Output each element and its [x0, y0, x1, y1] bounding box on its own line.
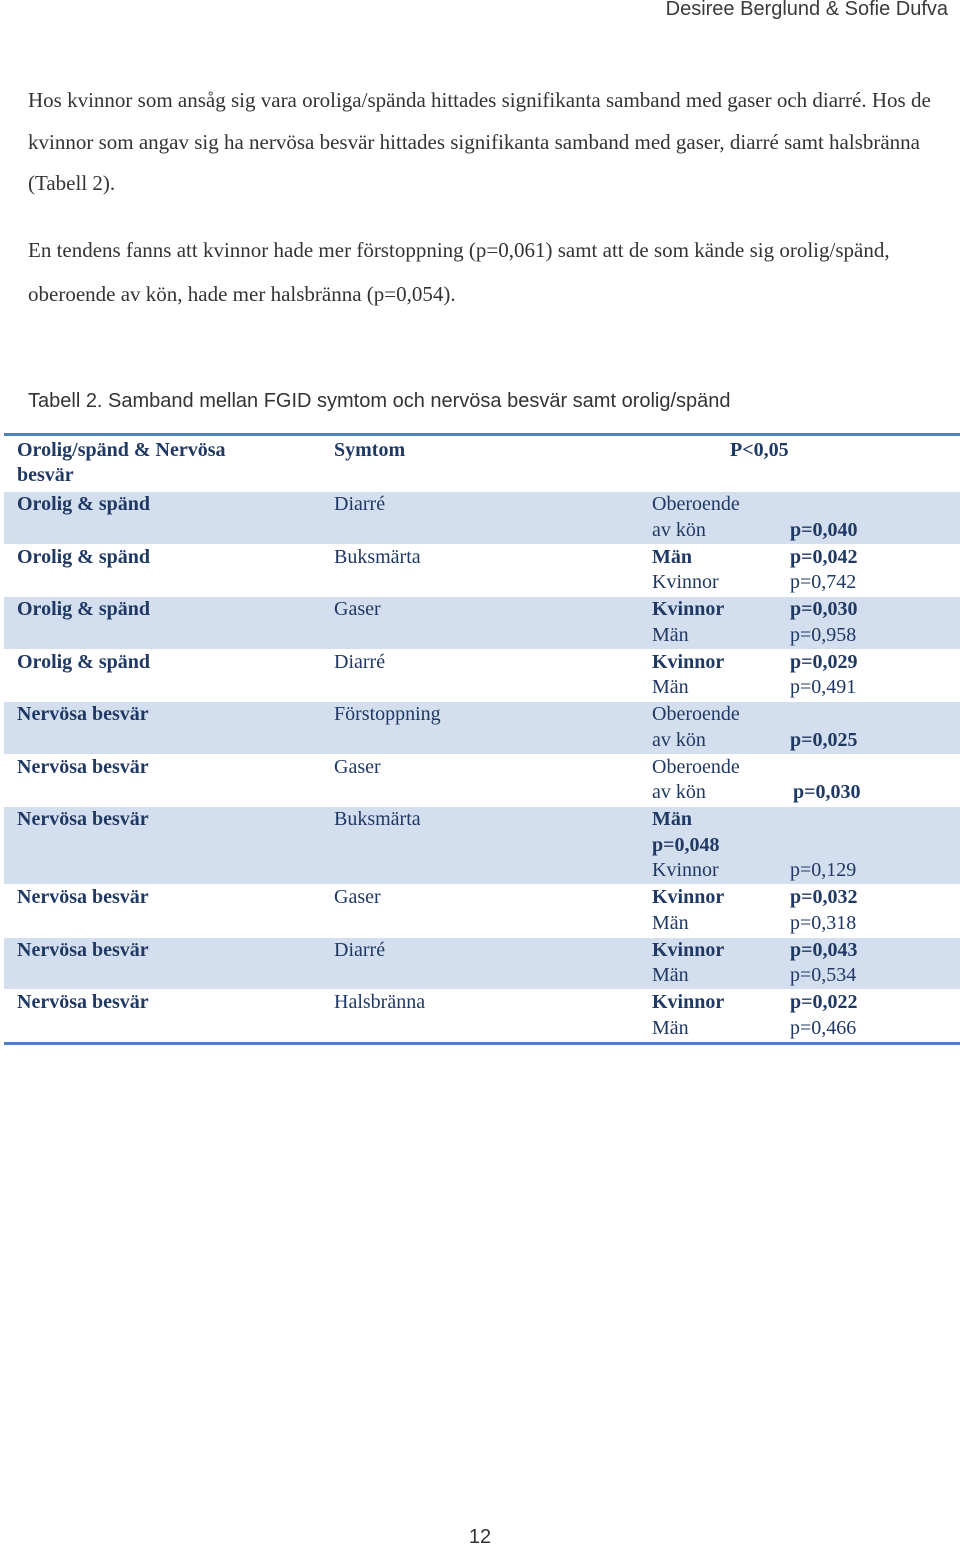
row-p-value-1: p=0,030 — [790, 598, 858, 620]
row-p-value-2: p=0,040 — [790, 518, 858, 541]
row-subgroup-1: Kvinnor — [652, 991, 725, 1013]
row-p-value-2: p=0,129 — [790, 859, 857, 881]
row-subgroup-2: Män — [652, 676, 689, 698]
row-subgroup-1: Män — [652, 808, 692, 830]
row-p-value-1: p=0,022 — [790, 991, 858, 1013]
row-symptom: Gaser — [334, 886, 381, 908]
row-group: Nervösa besvär — [17, 991, 149, 1013]
table-header-row — [4, 436, 960, 491]
row-subgroup-2: Kvinnor — [652, 859, 719, 881]
row-group: Orolig & spänd — [17, 650, 150, 673]
row-symptom: Gaser — [334, 755, 381, 778]
page-header-authors: Desiree Berglund & Sofie Dufva — [665, 0, 948, 20]
row-symptom: Halsbränna — [334, 991, 426, 1013]
row-p-value-2: p=0,742 — [790, 571, 857, 593]
header-p-value: P<0,05 — [730, 439, 789, 461]
table-row — [4, 491, 960, 544]
table-caption: Tabell 2. Samband mellan FGID symtom och nervösa besvär samt orolig/spänd — [28, 390, 731, 412]
row-p-value-2: p=0,491 — [790, 676, 857, 698]
results-table — [4, 433, 960, 1045]
row-p-value-1: p=0,048 — [652, 833, 720, 856]
page-number: 12 — [468, 1526, 492, 1548]
row-p-value-1: p=0,029 — [790, 650, 858, 673]
row-symptom: Förstoppning — [334, 703, 441, 725]
table-row — [4, 649, 960, 702]
header-symptom: Symtom — [334, 439, 406, 461]
row-symptom: Diarré — [334, 493, 386, 515]
table-row — [4, 701, 960, 754]
row-subgroup-2: Män — [652, 1016, 689, 1039]
row-group: Nervösa besvär — [17, 938, 149, 961]
row-subgroup-2: Kvinnor — [652, 571, 719, 593]
table-row — [4, 937, 960, 990]
table-row — [4, 544, 960, 597]
row-p-value-1: p=0,042 — [790, 545, 858, 568]
row-subgroup-1: Kvinnor — [652, 938, 725, 961]
row-subgroup-2: av kön — [652, 518, 706, 541]
row-subgroup-2: av kön — [652, 728, 706, 751]
row-symptom: Buksmärta — [334, 545, 421, 568]
row-symptom: Diarré — [334, 650, 386, 673]
row-symptom: Buksmärta — [334, 808, 421, 830]
row-subgroup-2: Män — [652, 911, 689, 934]
table-row — [4, 754, 960, 807]
row-p-value-2: p=0,534 — [790, 964, 857, 986]
row-symptom: Diarré — [334, 938, 386, 961]
row-p-value-2: p=0,318 — [790, 911, 857, 934]
row-group: Orolig & spänd — [17, 598, 150, 620]
table-row — [4, 806, 960, 884]
row-subgroup-1: Män — [652, 545, 692, 568]
header-group: Orolig/spänd & Nervösa besvär — [17, 439, 226, 486]
row-subgroup-1: Kvinnor — [652, 886, 725, 908]
row-group: Nervösa besvär — [17, 703, 149, 725]
table-row — [4, 596, 960, 649]
row-symptom: Gaser — [334, 598, 381, 620]
paragraph-1: Hos kvinnor som ansåg sig vara oroliga/spända hittades signifikanta samband med gaser och diarré. Hos de kvinnor som angav sig ha nervösa besvär hittades signifikanta samband med gaser, diarré samt halsbränna (Tabell 2). — [28, 88, 931, 195]
row-subgroup-1: Kvinnor — [652, 598, 725, 620]
row-group: Orolig & spänd — [17, 545, 150, 568]
row-subgroup-1: Oberoende — [652, 493, 740, 515]
table-row — [4, 884, 960, 937]
row-group: Nervösa besvär — [17, 808, 149, 830]
row-subgroup-2: Män — [652, 964, 689, 986]
row-subgroup-1: Oberoende — [652, 703, 740, 725]
paragraph-2: En tendens fanns att kvinnor hade mer förstoppning (p=0,061) samt att de som kände sig orolig/spänd, oberoende av kön, hade mer halsbränna (p=0,054). — [28, 238, 890, 306]
row-p-value-2: p=0,030 — [793, 781, 861, 803]
row-subgroup-2: av kön — [652, 781, 706, 803]
row-p-value-2: p=0,466 — [790, 1016, 857, 1039]
table-row — [4, 989, 960, 1042]
row-p-value-2: p=0,025 — [790, 728, 858, 751]
row-group: Orolig & spänd — [17, 493, 150, 515]
row-group: Nervösa besvär — [17, 755, 149, 778]
row-subgroup-2: Män — [652, 623, 689, 646]
row-subgroup-1: Kvinnor — [652, 650, 725, 673]
row-p-value-2: p=0,958 — [790, 623, 857, 646]
row-group: Nervösa besvär — [17, 886, 149, 908]
row-subgroup-1: Oberoende — [652, 755, 740, 778]
row-p-value-1: p=0,032 — [790, 886, 858, 908]
row-p-value-1: p=0,043 — [790, 938, 858, 961]
